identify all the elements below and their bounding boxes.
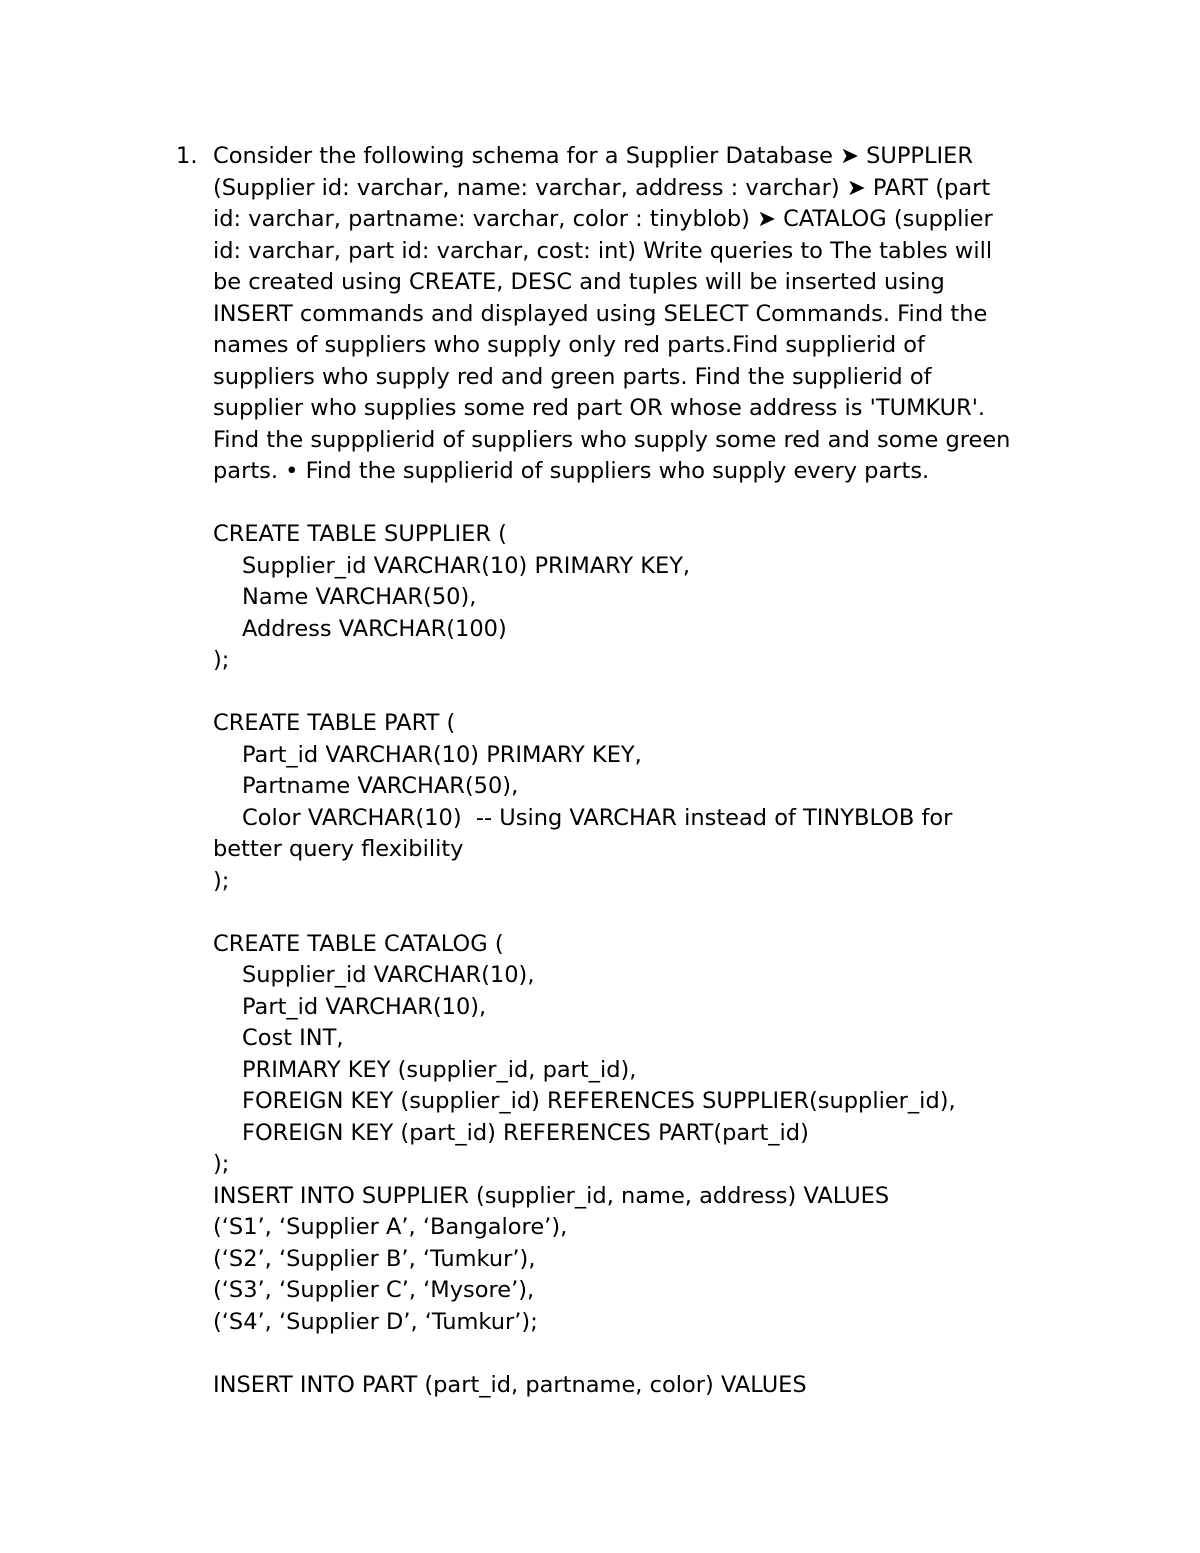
question-line: INSERT commands and displayed using SELECT Commands. Find the [213,300,988,327]
create-part-column: Color VARCHAR(10) -- Using VARCHAR instead of TINYBLOB for [242,804,953,831]
create-catalog-column: Supplier_id VARCHAR(10), [242,962,535,988]
create-part-column-wrap: better query flexibility [213,836,464,862]
create-catalog-constraint: FOREIGN KEY (part_id) REFERENCES PART(part_id) [242,1119,809,1146]
question-line: Consider the following schema for a Supplier Database ➤ SUPPLIER [213,143,973,169]
insert-supplier-row: (‘S2’, ‘Supplier B’, ‘Tumkur’), [213,1245,536,1272]
question-body [213,141,1173,1401]
insert-supplier-header: INSERT INTO SUPPLIER (supplier_id, name, address) VALUES [213,1182,890,1209]
question-line: id: varchar, partname: varchar, color : tinyblob) ➤ CATALOG (supplier [213,206,993,232]
blank-line [213,1338,1173,1370]
create-part-close: ); [213,867,230,894]
create-part-header: CREATE TABLE PART ( [213,710,456,736]
blank-line [213,677,1173,709]
create-part-column: Partname VARCHAR(50), [242,773,519,799]
create-catalog-header: CREATE TABLE CATALOG ( [213,930,504,957]
insert-part-header: INSERT INTO PART (part_id, partname, color) VALUES [213,1371,807,1398]
create-supplier-close: ); [213,647,230,673]
question-line: be created using CREATE, DESC and tuples will be inserted using [213,269,945,295]
create-supplier-header: CREATE TABLE SUPPLIER ( [213,521,507,547]
insert-supplier-row: (‘S1’, ‘Supplier A’, ‘Bangalore’), [213,1214,568,1240]
blank-line [213,488,1173,520]
question-line: names of suppliers who supply only red parts.Find supplierid of [213,332,925,358]
question-line: parts. • Find the supplierid of suppliers who supply every parts. [213,458,930,484]
create-supplier-column: Name VARCHAR(50), [242,584,477,610]
create-catalog-close: ); [213,1151,230,1177]
question-line: supplier who supplies some red part OR whose address is 'TUMKUR'. [213,395,986,421]
question-line: id: varchar, part id: varchar, cost: int) Write queries to The tables will [213,237,993,264]
create-catalog-constraint: PRIMARY KEY (supplier_id, part_id), [242,1056,637,1083]
create-catalog-constraint: FOREIGN KEY (supplier_id) REFERENCES SUPPLIER(supplier_id), [242,1088,956,1114]
create-part-column: Part_id VARCHAR(10) PRIMARY KEY, [242,741,642,768]
create-catalog-column: Cost INT, [242,1025,344,1051]
create-supplier-column: Address VARCHAR(100) [242,615,507,642]
list-item-number: 1. [176,143,198,169]
question-line: Find the suppplierid of suppliers who supply some red and some green [213,426,1011,453]
create-supplier-column: Supplier_id VARCHAR(10) PRIMARY KEY, [242,552,691,579]
insert-supplier-row: (‘S4’, ‘Supplier D’, ‘Tumkur’); [213,1308,538,1335]
question-line: (Supplier id: varchar, name: varchar, address : varchar) ➤ PART (part [213,174,991,201]
question-line: suppliers who supply red and green parts. Find the supplierid of [213,363,932,390]
blank-line [213,897,1173,929]
insert-supplier-row: (‘S3’, ‘Supplier C’, ‘Mysore’), [213,1277,535,1303]
create-catalog-column: Part_id VARCHAR(10), [242,993,487,1020]
